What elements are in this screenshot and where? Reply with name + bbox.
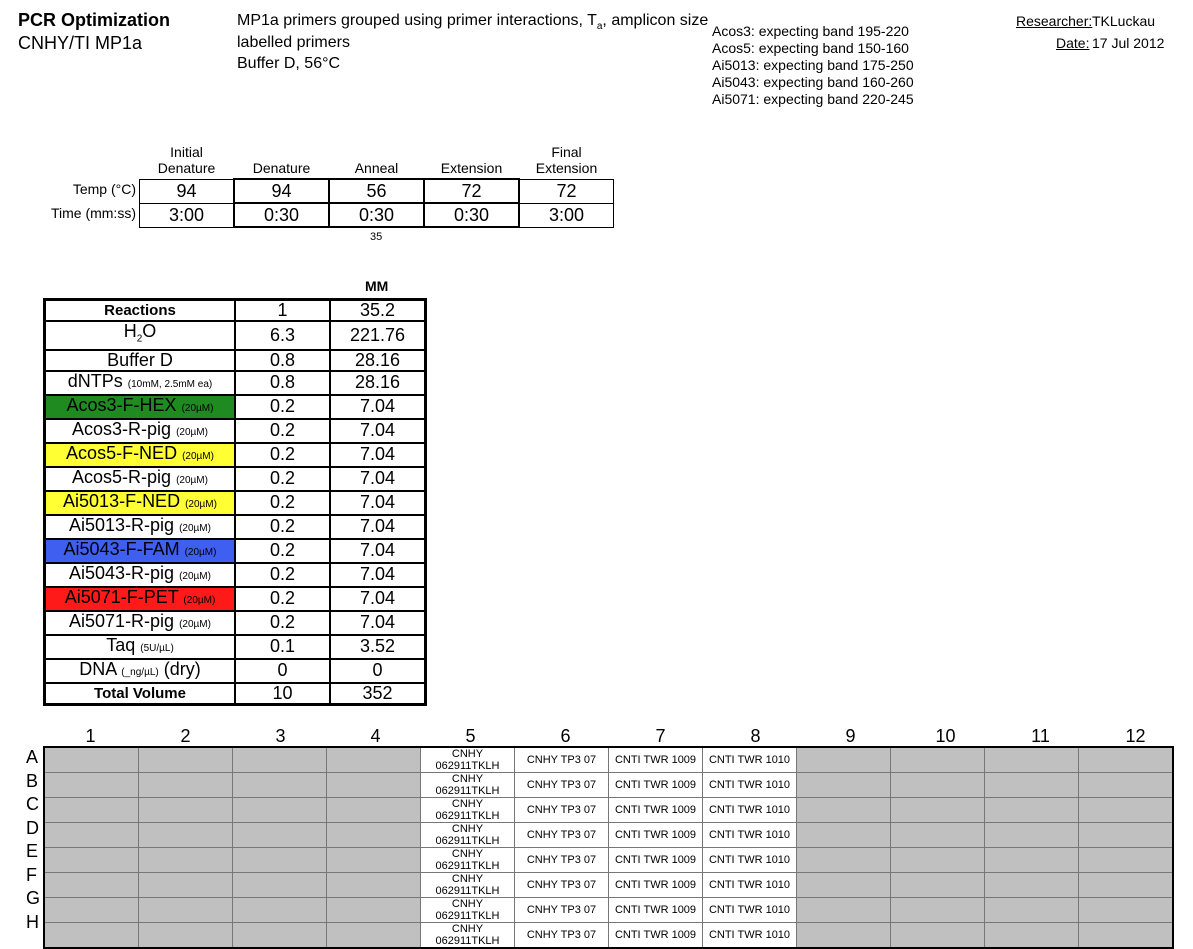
reagent-name: [45, 467, 236, 491]
cycling-step-header-line2: Extension: [440, 160, 503, 176]
reagent-name: [45, 635, 236, 659]
master-mix-volume: 7.04: [330, 395, 426, 419]
reagent-concentration: (20µM): [181, 402, 214, 414]
temp-cell: 72: [519, 179, 614, 203]
plate-row-letter: C: [26, 794, 39, 814]
master-mix-table: [43, 298, 427, 706]
plate-column-number: 5: [465, 726, 476, 746]
mix-row: [45, 659, 426, 683]
plate-well[interactable]: CNHY TP3 07: [515, 898, 609, 923]
reagent-name: [45, 419, 236, 443]
mix-row: [45, 683, 426, 705]
plate-row-letter: E: [26, 841, 39, 861]
mix-row: [45, 395, 426, 419]
reagent-label: Ai5071-R-pig: [69, 610, 175, 631]
reagent-label: Acos3-R-pig: [72, 418, 172, 439]
plate-well[interactable]: [44, 747, 139, 773]
plate-well[interactable]: CNHY TP3 07: [515, 848, 609, 873]
reagent-concentration: (20µM): [176, 474, 208, 486]
plate-well[interactable]: [44, 923, 139, 949]
plate-well[interactable]: [233, 798, 327, 823]
time-cell: 0:30: [234, 203, 329, 227]
plate-column-number: 2: [180, 726, 191, 746]
plate-well[interactable]: [327, 898, 421, 923]
temp-row: [140, 179, 614, 203]
page-title: PCR Optimization: [18, 10, 170, 30]
master-mix-volume: 7.04: [330, 587, 426, 611]
plate-row: [44, 747, 1173, 773]
plate-well[interactable]: [139, 923, 233, 949]
plate-well[interactable]: CNTI TWR 1010: [703, 773, 797, 798]
time-cell: 3:00: [519, 203, 614, 227]
plate-well[interactable]: [891, 747, 985, 773]
researcher-label: Researcher:: [1016, 13, 1093, 29]
plate-well[interactable]: CNTI TWR 1009: [609, 873, 703, 898]
temp-cell: 94: [234, 179, 329, 203]
master-mix-volume: 7.04: [330, 491, 426, 515]
plate-well[interactable]: [985, 773, 1079, 798]
cycling-step-header-line1: [234, 144, 329, 160]
reagent-label: Reactions: [104, 302, 176, 319]
plate-well[interactable]: [797, 798, 891, 823]
per-reaction-volume: 0.2: [235, 443, 330, 467]
plate-well[interactable]: [44, 798, 139, 823]
plate-column-number: 1: [85, 726, 96, 746]
expected-band-item: Ai5013: expecting band 175-250: [712, 57, 914, 73]
plate-column-number: 9: [845, 726, 856, 746]
temp-cell: 94: [140, 179, 235, 203]
plate-well[interactable]: [797, 747, 891, 773]
per-reaction-volume: 10: [235, 683, 330, 705]
reagent-suffix: (dry): [163, 658, 201, 679]
plate-row: [44, 773, 1173, 798]
master-mix-volume: 28.16: [330, 350, 426, 371]
mix-row: [45, 321, 426, 350]
plate-row: [44, 823, 1173, 848]
plate-well[interactable]: [233, 848, 327, 873]
cycling-step-header: [329, 144, 424, 176]
master-mix-volume: 3.52: [330, 635, 426, 659]
master-mix-volume: 28.16: [330, 371, 426, 395]
plate-well[interactable]: CNTI TWR 1010: [703, 923, 797, 949]
plate-well[interactable]: [797, 898, 891, 923]
reagent-concentration: (5U/µL): [140, 642, 174, 654]
plate-well[interactable]: [797, 848, 891, 873]
reagent-label: Acos5-R-pig: [72, 466, 172, 487]
plate-well[interactable]: [1079, 747, 1174, 773]
reagent-concentration: (20µM): [179, 570, 211, 582]
plate-well[interactable]: CNTI TWR 1010: [703, 898, 797, 923]
plate-well[interactable]: [797, 773, 891, 798]
plate-well[interactable]: [233, 923, 327, 949]
plate-column-number: 11: [1031, 726, 1050, 746]
description-line-2: labelled primers: [237, 34, 350, 51]
plate-row-letter: F: [26, 864, 37, 885]
cycling-step-header: [234, 144, 329, 176]
temp-cell: 56: [329, 179, 424, 203]
per-reaction-volume: 0.2: [235, 467, 330, 491]
cycling-step-header-line1: [424, 144, 519, 160]
plate-column-number: 8: [750, 726, 761, 746]
plate-well[interactable]: CNHY 062911TKLH: [421, 923, 515, 949]
plate-well[interactable]: [139, 898, 233, 923]
plate-well[interactable]: CNHY 062911TKLH: [421, 898, 515, 923]
plate-well[interactable]: CNTI TWR 1009: [609, 898, 703, 923]
cycling-step-header-line1: Final: [551, 144, 582, 160]
cycle-count: 35: [370, 231, 383, 243]
plate-grid: [43, 746, 1174, 949]
plate-well[interactable]: CNTI TWR 1009: [609, 823, 703, 848]
master-mix-volume: 7.04: [330, 515, 426, 539]
reagent-name: [45, 515, 236, 539]
per-reaction-volume: 0.1: [235, 635, 330, 659]
plate-well[interactable]: [44, 898, 139, 923]
plate-well[interactable]: [797, 923, 891, 949]
time-label: Time (mm:ss): [50, 205, 136, 221]
cycling-step-header-line2: Anneal: [354, 160, 399, 176]
reagent-label: Total Volume: [94, 684, 186, 702]
reagent-name: [45, 683, 236, 705]
plate-well[interactable]: [891, 823, 985, 848]
plate-well[interactable]: [233, 898, 327, 923]
master-mix-volume: 7.04: [330, 563, 426, 587]
plate-well[interactable]: [44, 848, 139, 873]
plate-column-number: 12: [1125, 726, 1146, 746]
plate-well[interactable]: CNHY TP3 07: [515, 923, 609, 949]
plate-well[interactable]: CNHY 062911TKLH: [421, 798, 515, 823]
expected-band-item: Acos5: expecting band 150-160: [712, 40, 909, 56]
plate-well[interactable]: [891, 898, 985, 923]
plate-well[interactable]: [327, 923, 421, 949]
date-value: 17 Jul 2012: [1092, 35, 1165, 51]
reagent-name: [45, 321, 236, 350]
plate-well[interactable]: [891, 923, 985, 949]
reagent-label: Taq: [106, 634, 136, 655]
cycling-step-header: [519, 144, 614, 176]
per-reaction-volume: 0.8: [235, 371, 330, 395]
reagent-concentration: (20µM): [179, 522, 211, 534]
plate-well[interactable]: [891, 798, 985, 823]
plate-well[interactable]: [139, 747, 233, 773]
reagent-label: Ai5043-F-FAM: [63, 538, 180, 559]
reagent-name: [45, 539, 236, 563]
mix-row: [45, 350, 426, 371]
date-label: Date:: [1056, 35, 1090, 51]
master-mix-volume: 7.04: [330, 443, 426, 467]
reagent-label: dNTPs: [67, 370, 123, 391]
mix-row: [45, 539, 426, 563]
master-mix-volume: 352: [330, 683, 426, 705]
cycling-step-header-line1: [329, 144, 424, 160]
reagent-name: [45, 563, 236, 587]
plate-well[interactable]: [327, 773, 421, 798]
cycling-step-header-line2: Extension: [535, 160, 598, 176]
reagent-concentration: (_ng/µL): [121, 666, 159, 678]
reagent-label: Acos5-F-NED: [66, 442, 178, 463]
plate-row: [44, 898, 1173, 923]
plate-well[interactable]: [985, 747, 1079, 773]
plate-well[interactable]: CNTI TWR 1009: [609, 848, 703, 873]
plate-well[interactable]: [327, 848, 421, 873]
plate-well[interactable]: CNTI TWR 1010: [703, 747, 797, 773]
plate-row-letter: A: [26, 747, 39, 767]
description-line-1: MP1a primers grouped using primer interactions, $T_a$, amplicon size: [237, 12, 709, 33]
plate-column-number: 4: [370, 726, 381, 746]
reagent-label: Buffer D: [107, 349, 173, 370]
plate-well[interactable]: [891, 773, 985, 798]
plate-row: [44, 848, 1173, 873]
plate-well[interactable]: CNTI TWR 1009: [609, 923, 703, 949]
time-cell: 3:00: [140, 203, 235, 227]
reagent-label: DNA: [79, 658, 117, 679]
expected-band-item: Ai5043: expecting band 160-260: [712, 74, 914, 90]
mix-row: [45, 515, 426, 539]
per-reaction-volume: 0.2: [235, 563, 330, 587]
per-reaction-volume: 0.2: [235, 539, 330, 563]
temp-label: Temp (°C): [72, 181, 136, 197]
master-mix-volume: 35.2: [330, 300, 426, 322]
per-reaction-volume: 0.2: [235, 491, 330, 515]
plate-column-number: 10: [935, 726, 956, 746]
plate-well[interactable]: [985, 873, 1079, 898]
plate-well[interactable]: [985, 823, 1079, 848]
mix-row: [45, 300, 426, 322]
plate-row: [44, 873, 1173, 898]
time-cell: 0:30: [329, 203, 424, 227]
plate-well[interactable]: [1079, 773, 1174, 798]
plate-well[interactable]: CNHY TP3 07: [515, 823, 609, 848]
reagent-label: Ai5071-F-PET: [64, 586, 179, 607]
mix-row: [45, 563, 426, 587]
plate-well[interactable]: [1079, 798, 1174, 823]
plate-well[interactable]: [1079, 898, 1174, 923]
plate-row: [44, 923, 1173, 949]
reagent-name: [45, 300, 236, 322]
cycling-table: [139, 178, 614, 228]
plate-well[interactable]: CNHY TP3 07: [515, 773, 609, 798]
mix-row: [45, 635, 426, 659]
plate-well[interactable]: [985, 848, 1079, 873]
plate-well[interactable]: CNHY 062911TKLH: [421, 848, 515, 873]
plate-well[interactable]: [1079, 873, 1174, 898]
reagent-label: Ai5013-R-pig: [69, 514, 175, 535]
plate-well[interactable]: CNTI TWR 1009: [609, 773, 703, 798]
researcher-name: TKLuckau: [1092, 13, 1156, 29]
plate-well[interactable]: [327, 798, 421, 823]
per-reaction-volume: 0.8: [235, 350, 330, 371]
plate-well[interactable]: [891, 873, 985, 898]
plate-well[interactable]: [139, 798, 233, 823]
reagent-name: [45, 491, 236, 515]
per-reaction-volume: 6.3: [235, 321, 330, 350]
expected-band-item: Acos3: expecting band 195-220: [712, 23, 909, 39]
plate-well[interactable]: CNTI TWR 1010: [703, 798, 797, 823]
plate-well[interactable]: [797, 873, 891, 898]
per-reaction-volume: 0.2: [235, 587, 330, 611]
mix-row: [45, 611, 426, 635]
mix-row: [45, 371, 426, 395]
plate-well[interactable]: [139, 773, 233, 798]
plate-column-number: 7: [655, 726, 666, 746]
reagent-name: [45, 371, 236, 395]
temp-cell: 72: [424, 179, 519, 203]
reagent-label: Ai5013-F-NED: [63, 490, 181, 511]
plate-row-letter: G: [26, 888, 41, 908]
master-mix-volume: 7.04: [330, 419, 426, 443]
reagent-name: [45, 443, 236, 467]
master-mix-volume: 7.04: [330, 611, 426, 635]
mm-label: MM: [365, 278, 389, 294]
plate-well[interactable]: CNHY 062911TKLH: [421, 873, 515, 898]
page-subtitle: CNHY/TI MP1a: [18, 33, 143, 53]
plate-well[interactable]: CNHY TP3 07: [515, 798, 609, 823]
plate-row-letter: D: [26, 817, 39, 838]
reagent-name: [45, 350, 236, 371]
plate-well[interactable]: CNHY 062911TKLH: [421, 747, 515, 773]
plate-well[interactable]: [233, 773, 327, 798]
reagent-label: Acos3-F-HEX: [66, 394, 177, 415]
master-mix-volume: 7.04: [330, 467, 426, 491]
per-reaction-volume: 0.2: [235, 395, 330, 419]
plate-well[interactable]: CNTI TWR 1009: [609, 747, 703, 773]
plate-well[interactable]: [327, 747, 421, 773]
description-line-3: Buffer D, 56°C: [237, 55, 341, 72]
reagent-concentration: (20µM): [184, 546, 217, 558]
master-mix-volume: 221.76: [330, 321, 426, 350]
reagent-concentration: (20µM): [185, 498, 217, 510]
time-cell: 0:30: [424, 203, 519, 227]
cycling-step-header-line2: Denature: [157, 160, 216, 176]
plate-well[interactable]: [139, 823, 233, 848]
plate-well[interactable]: [327, 823, 421, 848]
reagent-label: Ai5043-R-pig: [69, 562, 175, 583]
plate-well[interactable]: CNHY 062911TKLH: [421, 773, 515, 798]
reagent-name: [45, 395, 236, 419]
master-mix-volume: 7.04: [330, 539, 426, 563]
time-row: [140, 203, 614, 227]
plate-well[interactable]: [985, 898, 1079, 923]
reagent-name: [45, 587, 236, 611]
plate-row: [44, 798, 1173, 823]
mix-row: [45, 419, 426, 443]
plate-well[interactable]: [327, 873, 421, 898]
expected-band-item: Ai5071: expecting band 220-245: [712, 91, 914, 107]
mix-row: [45, 491, 426, 515]
plate-column-number: 3: [275, 726, 286, 746]
plate-well[interactable]: [139, 848, 233, 873]
plate-well[interactable]: CNHY TP3 07: [515, 873, 609, 898]
plate-well[interactable]: [985, 923, 1079, 949]
plate-well[interactable]: CNTI TWR 1010: [703, 873, 797, 898]
plate-well[interactable]: [1079, 923, 1174, 949]
reagent-concentration: (10mM, 2.5mM ea): [127, 378, 213, 390]
reagent-concentration: (20µM): [183, 594, 216, 606]
plate-well[interactable]: CNTI TWR 1009: [609, 798, 703, 823]
reagent-name: [45, 659, 236, 683]
reagent-concentration: (20µM): [176, 426, 208, 438]
plate-well[interactable]: CNTI TWR 1010: [703, 823, 797, 848]
mix-row: [45, 443, 426, 467]
reagent-concentration: (20µM): [179, 618, 211, 630]
plate-well[interactable]: [985, 798, 1079, 823]
plate-well[interactable]: [797, 823, 891, 848]
plate-row-letter: B: [26, 770, 39, 791]
plate-well[interactable]: [44, 823, 139, 848]
cycling-step-header: [139, 144, 234, 176]
cycling-step-header: [424, 144, 519, 176]
per-reaction-volume: 1: [235, 300, 330, 322]
plate-well[interactable]: CNHY 062911TKLH: [421, 823, 515, 848]
plate-well[interactable]: [1079, 823, 1174, 848]
plate-well[interactable]: [233, 823, 327, 848]
plate-well[interactable]: [44, 873, 139, 898]
plate-row-letter: H: [26, 911, 39, 932]
per-reaction-volume: 0.2: [235, 419, 330, 443]
reagent-label: $H_2O$: [123, 321, 157, 345]
plate-well[interactable]: [233, 873, 327, 898]
reagent-name: [45, 611, 236, 635]
per-reaction-volume: 0: [235, 659, 330, 683]
plate-well[interactable]: [139, 873, 233, 898]
plate-column-number: 6: [560, 726, 571, 746]
mix-row: [45, 587, 426, 611]
per-reaction-volume: 0.2: [235, 611, 330, 635]
plate-well[interactable]: [233, 747, 327, 773]
reagent-concentration: (20µM): [182, 450, 214, 462]
plate-well[interactable]: [1079, 848, 1174, 873]
per-reaction-volume: 0.2: [235, 515, 330, 539]
plate-well[interactable]: CNTI TWR 1010: [703, 848, 797, 873]
master-mix-volume: 0: [330, 659, 426, 683]
cycling-step-header-line1: Initial: [170, 144, 203, 160]
mix-row: [45, 467, 426, 491]
plate-well[interactable]: CNHY TP3 07: [515, 747, 609, 773]
cycling-step-header-line2: Denature: [252, 160, 311, 176]
plate-well[interactable]: [44, 773, 139, 798]
plate-well[interactable]: [891, 848, 985, 873]
